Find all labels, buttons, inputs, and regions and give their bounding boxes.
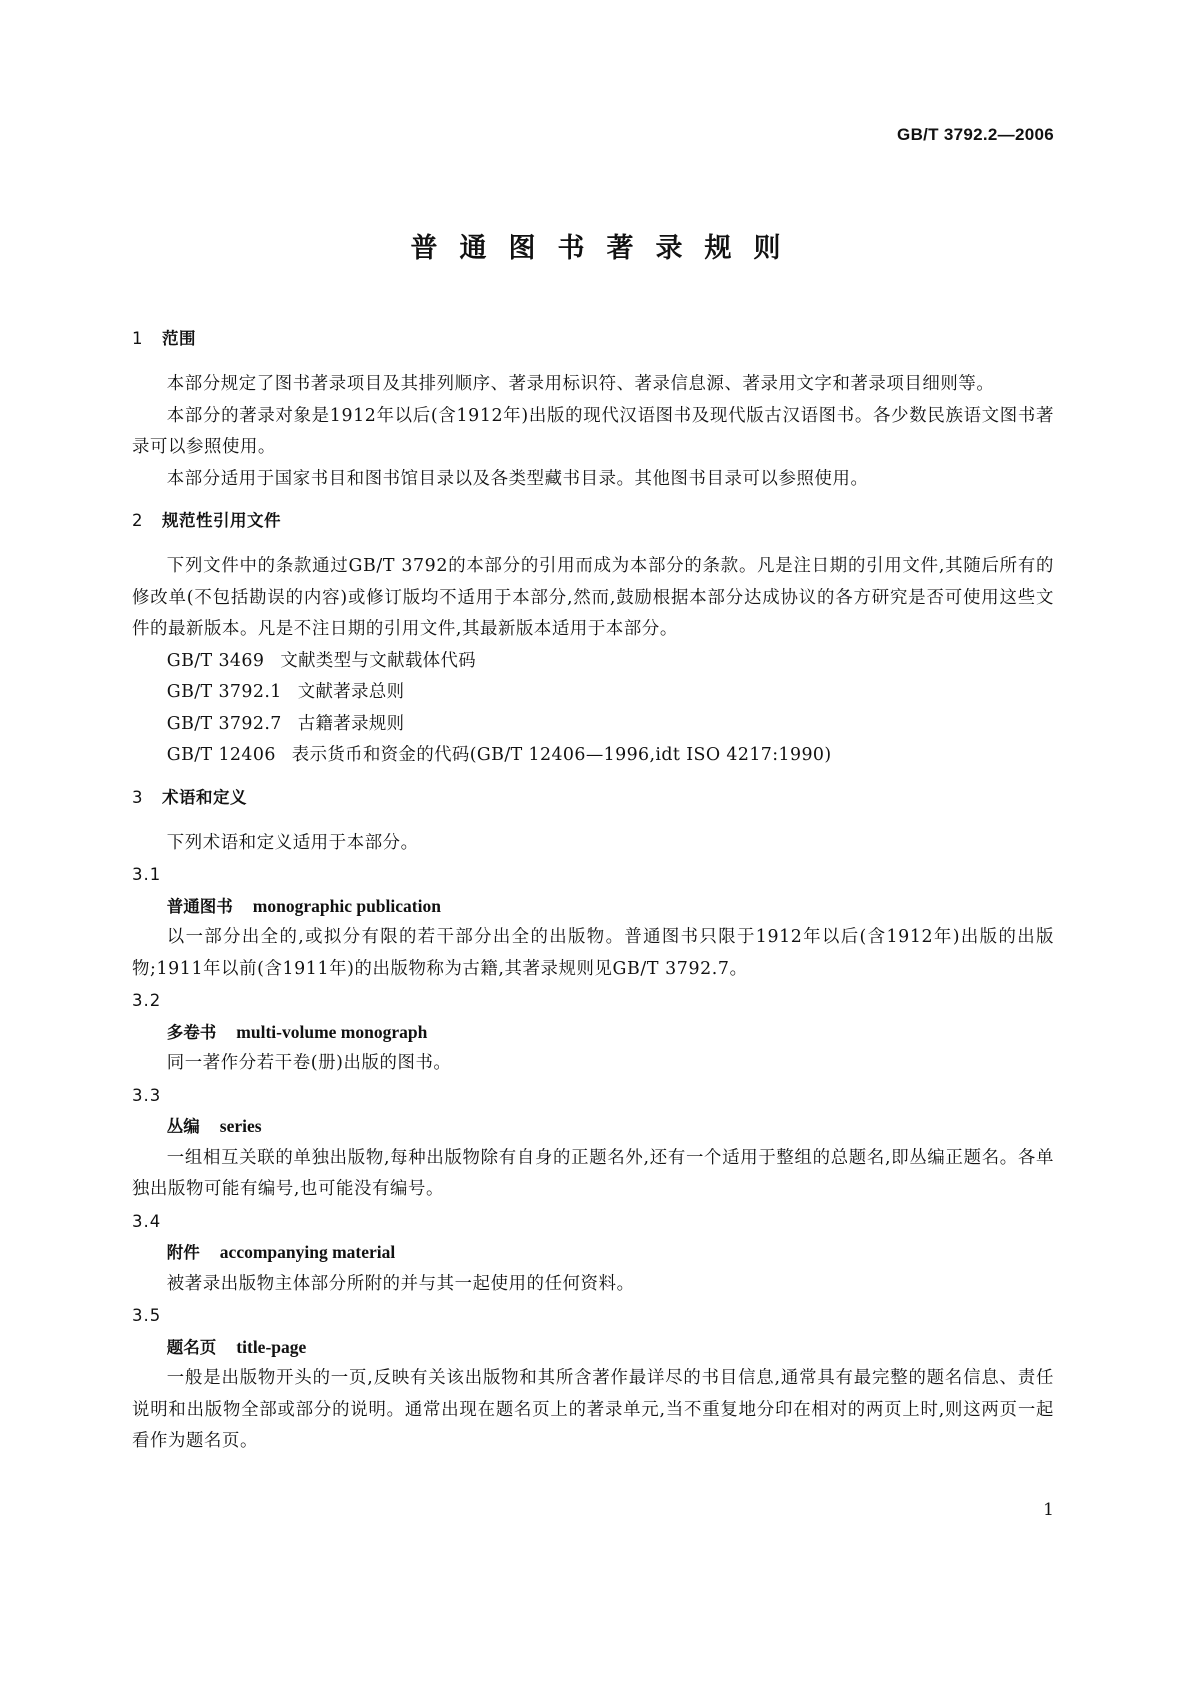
reference-title: 古籍著录规则	[297, 713, 405, 734]
paragraph: 本部分的著录对象是1912年以后(含1912年)出版的现代汉语图书及现代版古汉语图书。各少数民族语文图书著录可以参照使用。	[132, 405, 1054, 457]
clause-number: 3.2	[132, 991, 162, 1010]
term-english: accompanying material	[219, 1242, 396, 1262]
term-english: monographic publication	[252, 895, 441, 916]
term-definition: 一组相互关联的单独出版物,每种出版物除有自身的正题名外,还有一个适用于整组的总题名,即丛编正题名。各单独出版物可能有编号,也可能没有编号。	[132, 1147, 1054, 1199]
clause-number: 3.4	[132, 1211, 162, 1231]
term-entry	[132, 1332, 1054, 1364]
page-number: 1	[1043, 1500, 1054, 1520]
clause-number: 3.1	[132, 865, 162, 884]
term-chinese: 丛编	[166, 1117, 200, 1136]
reference-code: GB/T 3469	[166, 650, 265, 671]
term-english: title-page	[236, 1336, 307, 1357]
reference-code: GB/T 3792.7	[166, 713, 282, 734]
reference-item	[132, 709, 1054, 741]
section-number: 3	[132, 787, 143, 807]
clause-number: 3.3	[132, 1085, 162, 1105]
paragraph: 本部分规定了图书著录项目及其排列顺序、著录用标识符、著录信息源、著录用文字和著录项目细则等。	[166, 374, 995, 394]
section-title: 范围	[162, 329, 196, 348]
paragraph: 下列文件中的条款通过GB/T 3792的本部分的引用而成为本部分的条款。凡是注日期的引用文件,其随后所有的修改单(不包括勘误的内容)或修订版均不适用于本部分,然而,鼓励根据本部分达成协议的各方研究是否可使用这些文件的最新版本。凡是不注日期的引用文件,其最新版本适用于本部分。	[132, 556, 1054, 639]
term-definition: 被著录出版物主体部分所附的并与其一起使用的任何资料。	[166, 1273, 635, 1294]
standard-code: GB/T 3792.2—2006	[897, 125, 1054, 144]
term-english: series	[219, 1116, 262, 1136]
section-heading-terms-definitions	[132, 784, 1054, 812]
term-chinese: 附件	[166, 1243, 200, 1262]
reference-code: GB/T 3792.1	[166, 682, 282, 702]
reference-item	[132, 646, 1054, 678]
section-heading-scope	[132, 325, 1054, 353]
paragraph: 本部分适用于国家书目和图书馆目录以及各类型藏书目录。其他图书目录可以参照使用。	[166, 468, 869, 489]
term-entry	[132, 891, 1054, 923]
clause-number: 3.5	[132, 1306, 162, 1325]
term-definition: 同一著作分若干卷(册)出版的图书。	[166, 1053, 452, 1073]
reference-item	[132, 677, 1054, 709]
term-chinese: 题名页	[166, 1337, 217, 1357]
term-entry	[132, 1237, 1054, 1269]
reference-item	[132, 740, 1054, 772]
paragraph: 下列术语和定义适用于本部分。	[166, 832, 419, 853]
section-number: 1	[132, 329, 143, 348]
term-chinese: 普通图书	[166, 896, 233, 916]
term-entry	[132, 1017, 1054, 1049]
reference-title: 文献著录总则	[297, 682, 405, 702]
document-body	[132, 325, 1054, 1458]
section-title: 规范性引用文件	[162, 511, 281, 530]
term-definition: 以一部分出全的,或拟分有限的若干部分出全的出版物。普通图书只限于1912年以后(含1912年)出版的出版物;1911年以前(含1911年)的出版物称为古籍,其著录规则见GB/T 3792.7。	[132, 927, 1054, 979]
term-entry	[132, 1111, 1054, 1143]
term-chinese: 多卷书	[166, 1022, 217, 1042]
section-heading-normative-references	[132, 507, 1054, 535]
section-title: 术语和定义	[162, 787, 247, 807]
reference-title: 表示货币和资金的代码(GB/T 12406—1996,idt ISO 4217:1990)	[291, 745, 832, 765]
term-english: multi-volume monograph	[236, 1021, 428, 1042]
reference-title: 文献类型与文献载体代码	[280, 650, 477, 671]
section-number: 2	[132, 511, 143, 530]
reference-code: GB/T 12406	[166, 745, 276, 765]
document-title: 普通图书著录规则	[410, 233, 803, 264]
term-definition: 一般是出版物开头的一页,反映有关该出版物和其所含著作最详尽的书目信息,通常具有最完整的题名信息、责任说明和出版物全部或部分的说明。通常出现在题名页上的著录单元,当不重复地分印在相对的两页上时,则这两页一起看作为题名页。	[132, 1368, 1054, 1451]
